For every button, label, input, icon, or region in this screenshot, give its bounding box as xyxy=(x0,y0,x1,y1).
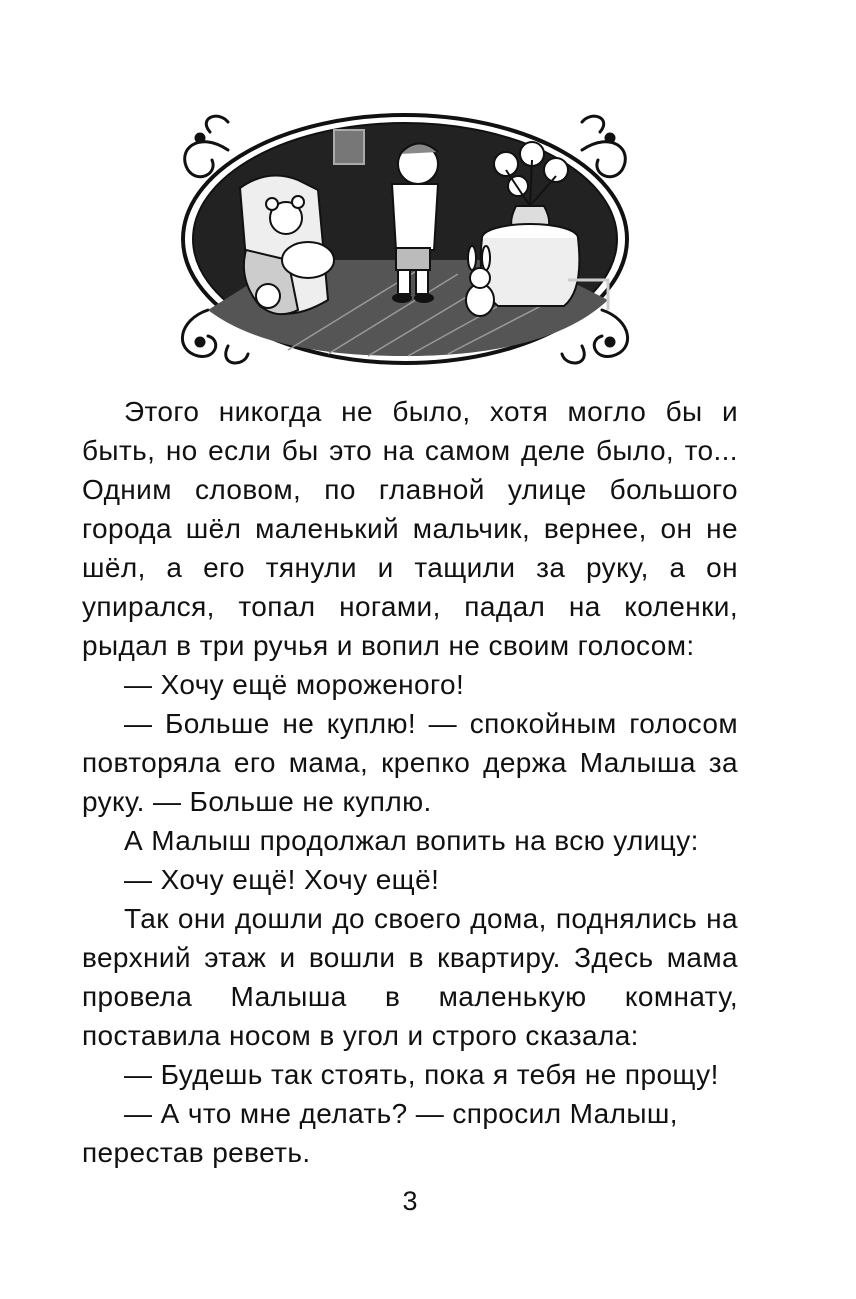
story-text xyxy=(82,392,738,1172)
paragraph: — Хочу ещё! Хочу ещё! xyxy=(124,864,440,895)
oval-illustration xyxy=(168,110,642,368)
paragraph: — Больше не куплю! — спокойным голосом повторяла его мама, крепко держа Малыша за руку. — Больше не куплю. xyxy=(82,708,738,817)
paragraph: А Малыш продолжал вопить на всю улицу: xyxy=(124,825,699,856)
paragraph: — Будешь так стоять, пока я тебя не прощу! xyxy=(124,1059,719,1090)
paragraph: — А что мне делать? — спросил Малыш, перестав реветь. xyxy=(82,1098,678,1168)
page-number: 3 xyxy=(402,1186,418,1216)
paragraph: Этого никогда не было, хотя могло бы и быть, но если бы это на самом деле было, то... Одним словом, по главной улице большого города шёл маленький мальчик, вернее, он не шёл, а его тянули и тащили за руку, а он упирался, топал ногами, падал на коленки, рыдал в три ручья и вопил не своим голосом: xyxy=(82,396,738,661)
paragraph: — Хочу ещё мороженого! xyxy=(124,669,465,700)
paragraph: Так они дошли до своего дома, поднялись на верхний этаж и вошли в квартиру. Здесь мама провела Малыша в маленькую комнату, поставила носом в угол и строго сказала: xyxy=(82,903,738,1051)
